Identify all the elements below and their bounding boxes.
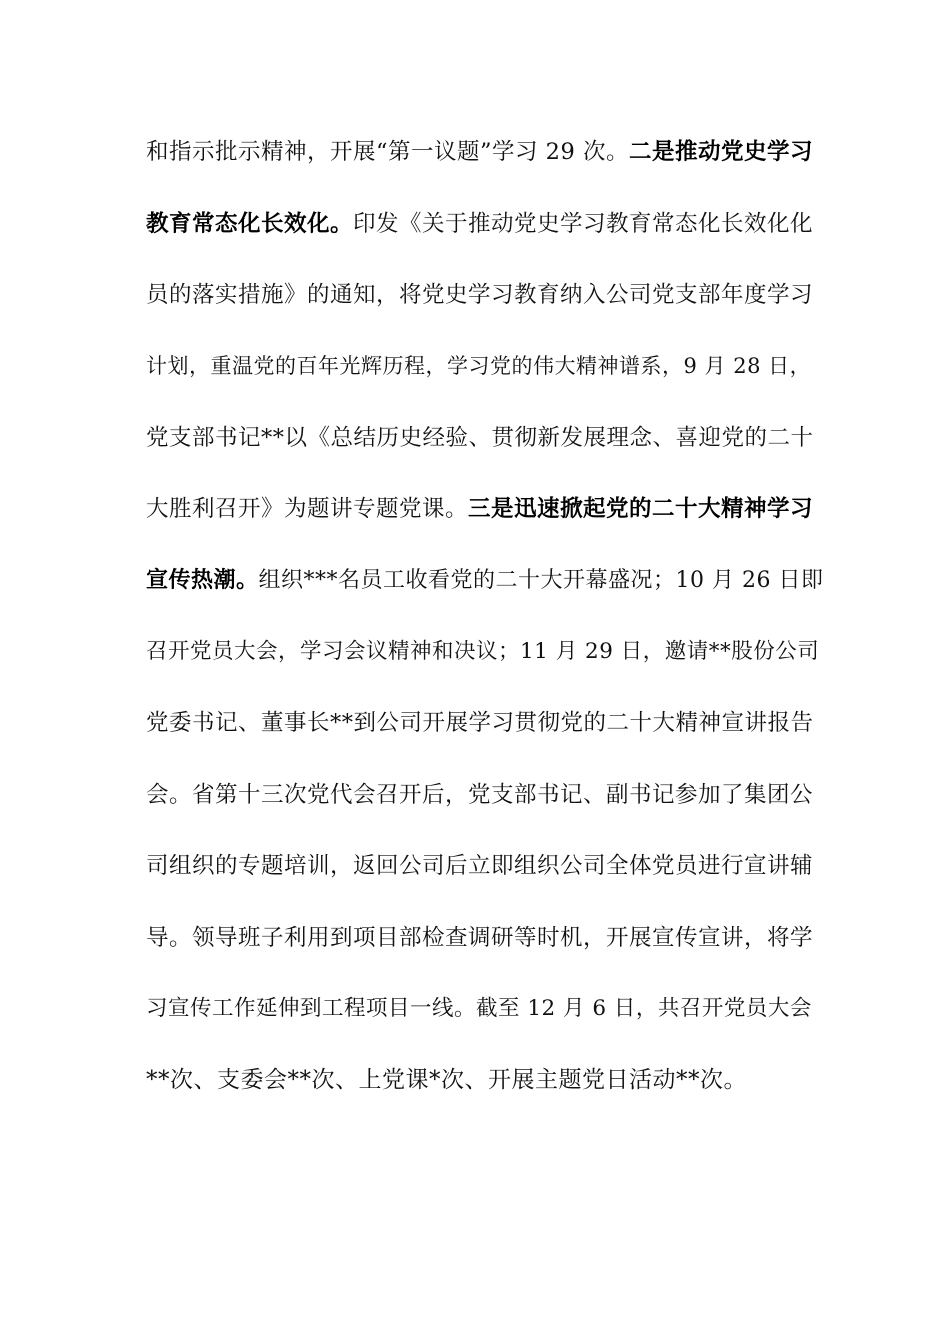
text-segment: 导。领导班子利用到项目部检查调研等时机，开展宣传宣讲，将学 [146, 925, 814, 951]
text-segment: 大胜利召开》为题讲专题党课。 [146, 496, 469, 522]
paragraph-line [146, 204, 826, 244]
text-segment: 组织***名员工收看党的二十大开幕盛况；10 月 26 日即 [258, 568, 824, 593]
text-segment: 党支部书记**以《总结历史经验、贯彻新发展理念、喜迎党的二十 [146, 425, 814, 451]
text-segment: 召开党员大会，学习会议精神和决议；11 月 29 日，邀请**股份公司 [146, 639, 820, 664]
text-segment: 党委书记、董事长**到公司开展学习贯彻党的二十大精神宣讲报告 [146, 710, 814, 736]
paragraph-line [146, 561, 826, 601]
paragraph-line [146, 418, 826, 458]
bold-heading-segment: 二是推动党史学习 [628, 139, 813, 165]
text-segment: 印发《关于推动党史学习教育常态化长效化化 [353, 211, 814, 237]
paragraph-line [146, 846, 826, 886]
paragraph-line [146, 132, 826, 172]
paragraph-line [146, 1060, 826, 1100]
paragraph-line [146, 703, 826, 743]
paragraph-line [146, 918, 826, 958]
text-segment: 习宣传工作延伸到工程项目一线。截至 12 月 6 日，共召开党员大会 [146, 996, 812, 1021]
paragraph-line [146, 989, 826, 1029]
bold-heading-segment: 三是迅速掀起党的二十大精神学习 [468, 496, 814, 522]
paragraph-line [146, 775, 826, 815]
bold-heading-segment: 宣传热潮。 [146, 568, 259, 593]
text-segment: 会。省第十三次党代会召开后，党支部书记、副书记参加了集团公 [146, 782, 814, 808]
bold-heading-segment: 教育常态化长效化。 [146, 211, 354, 237]
paragraph-line [146, 632, 826, 672]
text-segment: **次、支委会**次、上党课*次、开展主题党日活动**次。 [146, 1067, 747, 1093]
text-segment: 员的落实措施》的通知，将党史学习教育纳入公司党支部年度学习 [146, 282, 814, 308]
text-segment: 计划，重温党的百年光辉历程，学习党的伟大精神谱系，9 月 28 日， [146, 354, 812, 378]
text-segment: 和指示批示精神，开展“第一议题”学习 29 次。 [146, 139, 629, 165]
paragraph-line [146, 275, 826, 315]
paragraph-line [146, 346, 826, 386]
text-segment: 司组织的专题培训，返回公司后立即组织公司全体党员进行宣讲辅 [146, 853, 814, 879]
paragraph-line [146, 489, 826, 529]
